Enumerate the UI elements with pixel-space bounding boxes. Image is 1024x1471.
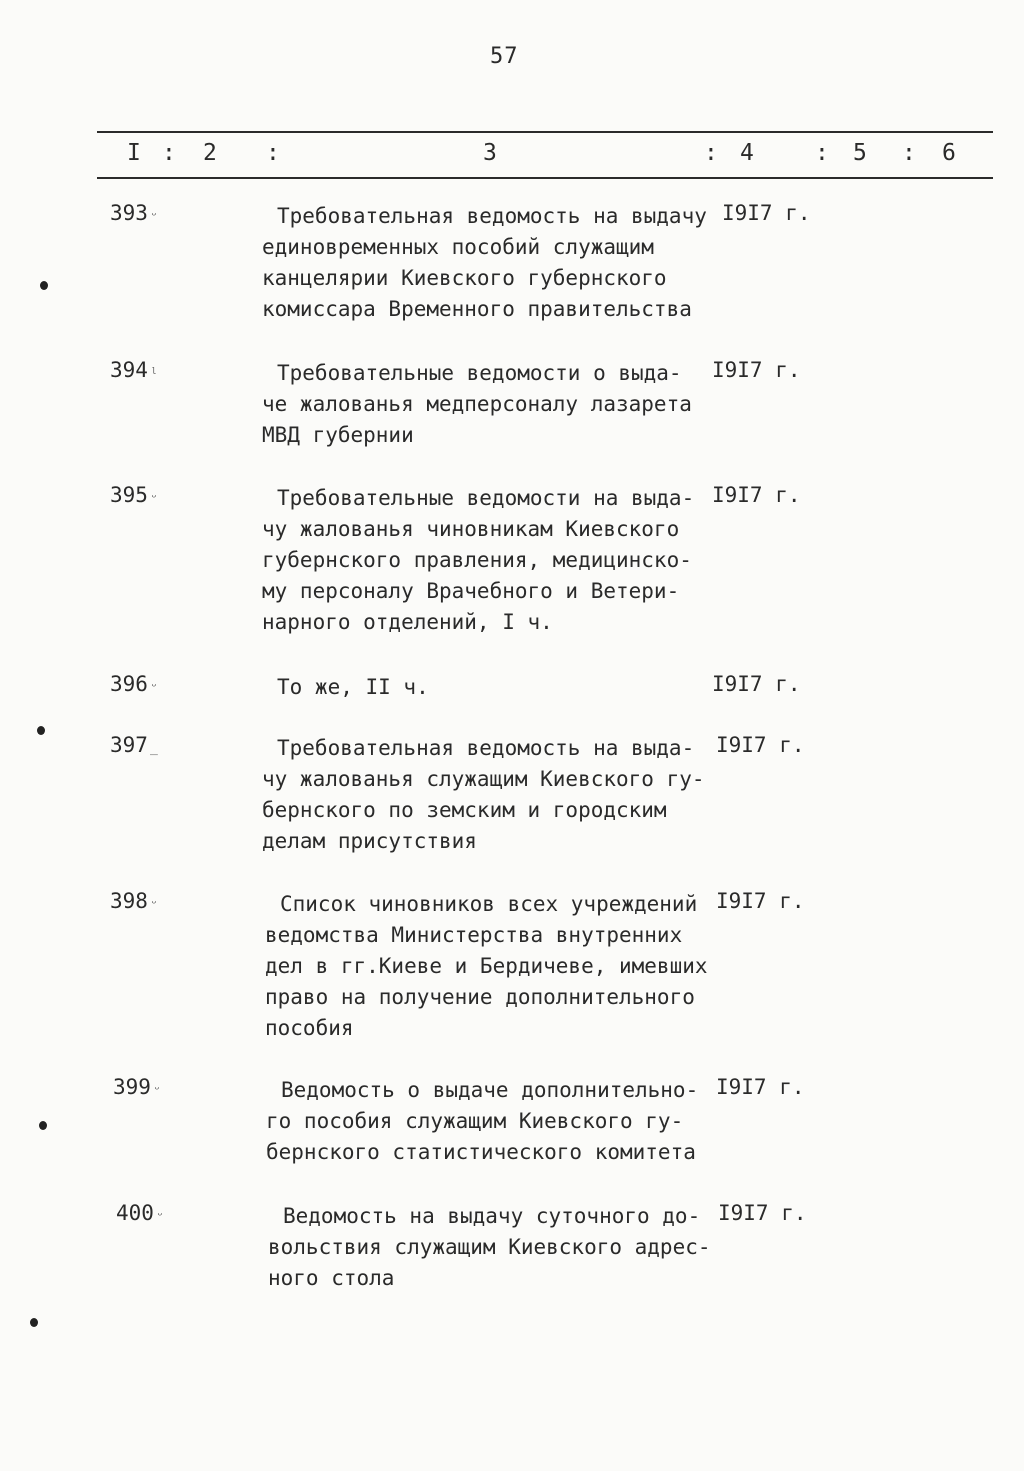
- entry-date: I9I7 г.: [716, 733, 805, 757]
- entry-title: Требовательные ведомости на выда- чу жалованья чиновникам Киевского губернского правления, медицинско- му персоналу Врачебного и Ветери- нарного отделений, I ч.: [262, 486, 695, 634]
- entry-number: 393 ᵕ: [110, 201, 158, 225]
- page-number: 57: [490, 44, 519, 69]
- header-separator: :: [162, 140, 176, 166]
- punch-hole: [37, 726, 45, 735]
- punch-hole: [39, 1121, 47, 1130]
- header-col-5: 5: [853, 140, 867, 166]
- header-col-6: 6: [942, 140, 956, 166]
- header-col-3: 3: [483, 140, 497, 166]
- entry-date: I9I7 г.: [716, 889, 805, 913]
- header-separator: :: [902, 140, 916, 166]
- entry-date: I9I7 г.: [712, 483, 801, 507]
- entry-number: 398 ᵕ: [110, 889, 158, 913]
- entry-title: Требовательная ведомость на выда- чу жалованья служащим Киевского гу- бернского по земским и городским делам присутствия: [262, 736, 705, 853]
- entry-date: I9I7 г.: [718, 1201, 807, 1225]
- header-separator: :: [266, 140, 280, 166]
- entry-title: Требовательные ведомости о выда- че жалованья медперсоналу лазарета МВД губернии: [262, 361, 692, 447]
- entry-number: 394 ᶩ: [110, 358, 158, 382]
- entry-date: I9I7 г.: [712, 672, 801, 696]
- header-separator: :: [815, 140, 829, 166]
- entry-number: 399 ᵕ: [113, 1075, 161, 1099]
- header-col-2: 2: [203, 140, 217, 166]
- header-col-1: I: [127, 140, 141, 166]
- header-separator: :: [704, 140, 718, 166]
- header-rule-bottom: [97, 177, 993, 179]
- entry-date: I9I7 г.: [716, 1075, 805, 1099]
- punch-hole: [40, 281, 48, 290]
- entry-date: I9I7 г.: [712, 358, 801, 382]
- entry-number: 395 ᵕ: [110, 483, 158, 507]
- header-rule-top: [97, 131, 993, 133]
- entry-number: 397 _: [110, 733, 158, 757]
- entry-title: Список чиновников всех учреждений ведомства Министерства внутренних дел в гг.Киеве и Бердичеве, имевших право на получение дополнительного пособия: [265, 892, 708, 1040]
- entry-number: 400 ᵕ: [116, 1201, 164, 1225]
- entry-title: То же, II ч.: [277, 675, 429, 699]
- header-col-4: 4: [740, 140, 754, 166]
- entry-title: Ведомость о выдаче дополнительно- го пособия служащим Киевского гу- бернского статистического комитета: [266, 1078, 699, 1164]
- entry-title: Требовательная ведомость на выдачу единовременных пособий служащим канцелярии Киевского губернского комиссара Временного правительства: [262, 204, 707, 321]
- entry-title: Ведомость на выдачу суточного до- вольствия служащим Киевского адрес- ного стола: [268, 1204, 711, 1290]
- punch-hole: [30, 1318, 38, 1327]
- entry-date: I9I7 г.: [722, 201, 811, 225]
- entry-number: 396 ᵕ: [110, 672, 158, 696]
